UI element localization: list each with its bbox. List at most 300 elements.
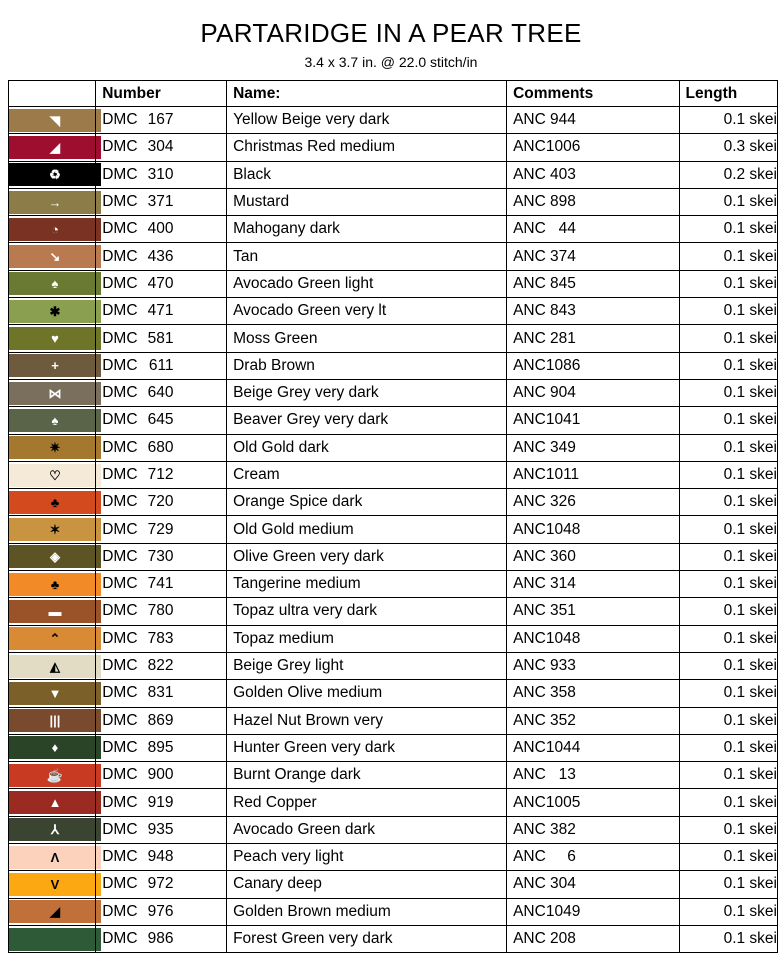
anchor-label: ANC: [513, 820, 546, 838]
floss-number: 919: [147, 793, 174, 811]
comments-cell: [507, 298, 679, 325]
anchor-label: ANC: [513, 438, 546, 456]
floss-number: 436: [147, 247, 174, 265]
brand-label: DMC: [102, 547, 138, 565]
anchor-number: 382: [549, 820, 576, 838]
length-cell: 0.1 skei: [679, 652, 777, 679]
name-cell: Golden Olive medium: [227, 680, 507, 707]
table-row: [9, 434, 778, 461]
floss-number: 167: [147, 111, 174, 129]
name-cell: Topaz medium: [227, 625, 507, 652]
anchor-label: ANC: [513, 274, 546, 292]
name-cell: Beaver Grey very dark: [227, 407, 507, 434]
table-row: [9, 134, 778, 161]
comments-cell: [507, 543, 679, 570]
page-title: PARTARIDGE IN A PEAR TREE: [200, 18, 582, 48]
color-swatch: +: [9, 354, 101, 377]
anchor-number: 314: [549, 575, 576, 593]
name-cell: Black: [227, 161, 507, 188]
comments-cell: [507, 844, 679, 871]
brand-label: DMC: [102, 329, 138, 347]
anchor-label: ANC: [513, 520, 546, 538]
anchor-number: 13: [558, 766, 576, 784]
anchor-number: 349: [549, 438, 576, 456]
anchor-number: 374: [549, 247, 576, 265]
floss-number: 900: [147, 766, 174, 784]
comments-cell: [507, 216, 679, 243]
length-cell: 0.1 skei: [679, 461, 777, 488]
anchor-label: ANC: [513, 466, 546, 483]
brand-label: DMC: [102, 602, 138, 620]
swatch-cell: [9, 844, 96, 871]
length-cell: 0.1 skei: [679, 516, 777, 543]
color-swatch: ▬: [9, 600, 101, 623]
brand-label: DMC: [102, 274, 138, 292]
brand-label: DMC: [102, 575, 138, 593]
floss-number: 471: [147, 302, 174, 320]
brand-label: DMC: [102, 848, 138, 866]
table-row: [9, 871, 778, 898]
anchor-number: 304: [549, 875, 576, 893]
color-swatch: ✶: [9, 518, 101, 541]
anchor-number: 1006: [545, 138, 581, 156]
table-row: [9, 925, 778, 952]
floss-number: 741: [147, 575, 174, 593]
anchor-label: ANC: [513, 111, 546, 129]
name-cell: Peach very light: [227, 844, 507, 871]
table-row: [9, 298, 778, 325]
color-swatch: ▲: [9, 791, 101, 814]
brand-label: DMC: [102, 793, 138, 811]
number-cell: [96, 707, 227, 734]
number-cell: [96, 516, 227, 543]
length-cell: 0.1 skei: [679, 216, 777, 243]
anchor-label: ANC: [513, 738, 546, 756]
anchor-number: 1048: [545, 520, 581, 538]
swatch-cell: [9, 161, 96, 188]
anchor-number: 845: [549, 274, 576, 292]
brand-label: DMC: [102, 766, 138, 784]
color-swatch: ◢: [9, 136, 101, 159]
color-swatch: ◥: [9, 109, 101, 132]
comments-cell: [507, 598, 679, 625]
floss-number: 976: [147, 902, 174, 920]
anchor-number: 904: [549, 384, 576, 402]
length-cell: 0.1 skei: [679, 844, 777, 871]
floss-number: 986: [147, 930, 174, 948]
header-length: Length: [679, 81, 777, 107]
floss-number: 470: [147, 274, 174, 292]
number-cell: [96, 352, 227, 379]
anchor-label: ANC: [513, 493, 546, 511]
table-row: [9, 844, 778, 871]
number-cell: [96, 461, 227, 488]
name-cell: Forest Green very dark: [227, 925, 507, 952]
brand-label: DMC: [102, 711, 138, 729]
comments-cell: [507, 625, 679, 652]
length-cell: 0.1 skei: [679, 489, 777, 516]
table-row: [9, 461, 778, 488]
name-cell: Moss Green: [227, 325, 507, 352]
swatch-cell: [9, 243, 96, 270]
swatch-cell: [9, 598, 96, 625]
swatch-cell: [9, 871, 96, 898]
table-row: [9, 107, 778, 134]
name-cell: Cream: [227, 461, 507, 488]
header-comments: Comments: [507, 81, 679, 107]
number-cell: [96, 134, 227, 161]
floss-number: 972: [147, 875, 174, 893]
anchor-label: ANC: [513, 384, 546, 402]
length-cell: 0.1 skei: [679, 270, 777, 297]
number-cell: [96, 270, 227, 297]
floss-number: 611: [148, 356, 174, 374]
number-cell: [96, 325, 227, 352]
comments-cell: [507, 434, 679, 461]
swatch-cell: [9, 325, 96, 352]
swatch-cell: [9, 816, 96, 843]
table-row: [9, 625, 778, 652]
table-row: [9, 407, 778, 434]
comments-cell: [507, 461, 679, 488]
brand-label: DMC: [102, 193, 138, 211]
anchor-label: ANC: [513, 329, 546, 347]
number-cell: [96, 243, 227, 270]
table-row: [9, 379, 778, 406]
swatch-cell: [9, 461, 96, 488]
floss-number: 869: [147, 711, 174, 729]
name-cell: Christmas Red medium: [227, 134, 507, 161]
anchor-label: ANC: [513, 602, 546, 620]
swatch-cell: [9, 407, 96, 434]
length-cell: 0.1 skei: [679, 925, 777, 952]
comments-cell: [507, 871, 679, 898]
anchor-number: 1005: [545, 793, 581, 811]
number-cell: [96, 680, 227, 707]
floss-number: 935: [147, 820, 174, 838]
page-subtitle: 3.4 x 3.7 in. @ 22.0 stitch/in: [304, 54, 478, 70]
brand-label: DMC: [102, 138, 138, 156]
name-cell: Beige Grey light: [227, 652, 507, 679]
number-cell: [96, 161, 227, 188]
length-cell: 0.1 skei: [679, 598, 777, 625]
color-swatch: →: [9, 191, 101, 214]
floss-number: 304: [147, 138, 174, 156]
anchor-number: 1041: [545, 411, 581, 429]
anchor-number: 944: [549, 111, 576, 129]
name-cell: Olive Green very dark: [227, 543, 507, 570]
length-cell: 0.1 skei: [679, 407, 777, 434]
comments-cell: [507, 407, 679, 434]
anchor-label: ANC: [513, 220, 546, 238]
anchor-number: 1086: [545, 356, 581, 374]
swatch-cell: [9, 789, 96, 816]
number-cell: [96, 816, 227, 843]
swatch-cell: [9, 680, 96, 707]
number-cell: [96, 489, 227, 516]
name-cell: Avocado Green light: [227, 270, 507, 297]
swatch-cell: [9, 188, 96, 215]
comments-cell: [507, 680, 679, 707]
comments-cell: [507, 898, 679, 925]
number-cell: [96, 107, 227, 134]
anchor-number: 358: [549, 684, 576, 702]
swatch-cell: [9, 270, 96, 297]
table-row: [9, 325, 778, 352]
table-row: [9, 516, 778, 543]
number-cell: [96, 216, 227, 243]
brand-label: DMC: [102, 657, 138, 675]
comments-cell: [507, 734, 679, 761]
comments-cell: [507, 270, 679, 297]
comments-cell: [507, 489, 679, 516]
floss-number: 645: [147, 411, 174, 429]
number-cell: [96, 379, 227, 406]
brand-label: DMC: [102, 820, 138, 838]
number-cell: [96, 625, 227, 652]
color-swatch: ◢: [9, 900, 101, 923]
name-cell: Drab Brown: [227, 352, 507, 379]
color-swatch: ◭: [9, 655, 101, 678]
number-cell: [96, 762, 227, 789]
anchor-label: ANC: [513, 793, 546, 811]
color-swatch: ♠: [9, 409, 101, 432]
comments-cell: [507, 816, 679, 843]
name-cell: Hazel Nut Brown very: [227, 707, 507, 734]
floss-number: 730: [147, 547, 174, 565]
color-swatch: ◔: [9, 218, 101, 241]
floss-number: 895: [147, 738, 174, 756]
table-row: [9, 352, 778, 379]
name-cell: Old Gold dark: [227, 434, 507, 461]
comments-cell: [507, 188, 679, 215]
swatch-cell: [9, 434, 96, 461]
table-row: [9, 543, 778, 570]
anchor-number: 1011: [545, 466, 580, 483]
anchor-number: 44: [558, 220, 576, 238]
name-cell: Topaz ultra very dark: [227, 598, 507, 625]
number-cell: [96, 844, 227, 871]
length-cell: 0.1 skei: [679, 816, 777, 843]
brand-label: DMC: [102, 930, 138, 948]
brand-label: DMC: [102, 111, 138, 129]
floss-number: 400: [147, 220, 174, 238]
anchor-label: ANC: [513, 165, 546, 183]
color-swatch: ☕: [9, 764, 101, 787]
anchor-label: ANC: [513, 875, 546, 893]
comments-cell: [507, 789, 679, 816]
comments-cell: [507, 707, 679, 734]
table-row: [9, 652, 778, 679]
color-swatch: Λ: [9, 846, 101, 869]
brand-label: DMC: [102, 384, 138, 402]
brand-label: DMC: [102, 165, 138, 183]
floss-number: 822: [147, 657, 174, 675]
number-cell: [96, 434, 227, 461]
header-number: Number: [96, 81, 227, 107]
name-cell: Tangerine medium: [227, 571, 507, 598]
swatch-cell: [9, 898, 96, 925]
brand-label: DMC: [102, 493, 138, 511]
length-cell: 0.1 skei: [679, 379, 777, 406]
table-row: [9, 898, 778, 925]
floss-number: 581: [147, 329, 174, 347]
number-cell: [96, 871, 227, 898]
length-cell: 0.1 skei: [679, 434, 777, 461]
color-swatch: V: [9, 873, 101, 896]
brand-label: DMC: [102, 247, 138, 265]
length-cell: 0.2 skei: [679, 161, 777, 188]
number-cell: [96, 925, 227, 952]
number-cell: [96, 571, 227, 598]
color-swatch: ⋈: [9, 382, 101, 405]
table-row: [9, 270, 778, 297]
comments-cell: [507, 161, 679, 188]
floss-number: 948: [147, 848, 174, 866]
anchor-label: ANC: [513, 356, 546, 374]
name-cell: Beige Grey very dark: [227, 379, 507, 406]
brand-label: DMC: [102, 684, 138, 702]
length-cell: 0.1 skei: [679, 625, 777, 652]
length-cell: 0.1 skei: [679, 352, 777, 379]
anchor-label: ANC: [513, 848, 546, 866]
name-cell: Golden Brown medium: [227, 898, 507, 925]
name-cell: Hunter Green very dark: [227, 734, 507, 761]
table-row: [9, 216, 778, 243]
number-cell: [96, 543, 227, 570]
swatch-cell: [9, 379, 96, 406]
swatch-cell: [9, 707, 96, 734]
swatch-cell: [9, 516, 96, 543]
name-cell: Tan: [227, 243, 507, 270]
brand-label: DMC: [102, 220, 138, 238]
brand-label: DMC: [102, 356, 138, 374]
comments-cell: [507, 243, 679, 270]
comments-cell: [507, 134, 679, 161]
brand-label: DMC: [102, 902, 138, 920]
comments-cell: [507, 379, 679, 406]
anchor-number: 1044: [545, 738, 581, 756]
name-cell: Mustard: [227, 188, 507, 215]
swatch-cell: [9, 762, 96, 789]
floss-number: 310: [147, 165, 174, 183]
anchor-label: ANC: [513, 902, 546, 920]
length-cell: 0.1 skei: [679, 325, 777, 352]
brand-label: DMC: [102, 411, 138, 429]
number-cell: [96, 298, 227, 325]
table-row: [9, 789, 778, 816]
comments-cell: [507, 652, 679, 679]
anchor-label: ANC: [513, 411, 546, 429]
number-cell: [96, 188, 227, 215]
color-swatch: ♠: [9, 272, 101, 295]
table-row: [9, 816, 778, 843]
color-swatch: ↘: [9, 245, 101, 268]
number-cell: [96, 734, 227, 761]
swatch-cell: [9, 652, 96, 679]
color-swatch: [9, 928, 101, 951]
length-cell: 0.1 skei: [679, 871, 777, 898]
number-cell: [96, 598, 227, 625]
anchor-label: ANC: [513, 193, 546, 211]
name-cell: Red Copper: [227, 789, 507, 816]
floss-table: [8, 80, 778, 953]
anchor-number: 1049: [545, 902, 581, 920]
length-cell: 0.1 skei: [679, 789, 777, 816]
anchor-number: 933: [549, 657, 576, 675]
anchor-label: ANC: [513, 247, 546, 265]
anchor-number: 1048: [545, 629, 581, 647]
anchor-number: 326: [549, 493, 576, 511]
swatch-cell: [9, 298, 96, 325]
brand-label: DMC: [102, 302, 138, 320]
anchor-label: ANC: [513, 930, 546, 948]
anchor-label: ANC: [513, 766, 546, 784]
anchor-number: 352: [549, 711, 576, 729]
table-row: [9, 734, 778, 761]
header-name: Name:: [227, 81, 507, 107]
swatch-cell: [9, 571, 96, 598]
anchor-label: ANC: [513, 711, 546, 729]
table-row: [9, 707, 778, 734]
name-cell: Orange Spice dark: [227, 489, 507, 516]
brand-label: DMC: [102, 520, 138, 538]
table-row: [9, 161, 778, 188]
swatch-cell: [9, 352, 96, 379]
color-swatch: ⅄: [9, 818, 101, 841]
length-cell: 0.1 skei: [679, 680, 777, 707]
name-cell: Avocado Green dark: [227, 816, 507, 843]
number-cell: [96, 789, 227, 816]
anchor-label: ANC: [513, 629, 546, 647]
brand-label: DMC: [102, 629, 138, 647]
floss-number: 720: [147, 493, 174, 511]
table-row: [9, 489, 778, 516]
name-cell: Old Gold medium: [227, 516, 507, 543]
color-swatch: ♥: [9, 327, 101, 350]
color-swatch: ♡: [9, 464, 101, 487]
number-cell: [96, 652, 227, 679]
comments-cell: [507, 107, 679, 134]
brand-label: DMC: [102, 438, 138, 456]
length-cell: 0.1 skei: [679, 188, 777, 215]
length-cell: 0.1 skei: [679, 707, 777, 734]
swatch-cell: [9, 625, 96, 652]
name-cell: Mahogany dark: [227, 216, 507, 243]
color-swatch: ♦: [9, 736, 101, 759]
anchor-number: 208: [549, 930, 576, 948]
number-cell: [96, 407, 227, 434]
length-cell: 0.1 skei: [679, 762, 777, 789]
length-cell: 0.3 skei: [679, 134, 777, 161]
length-cell: 0.1 skei: [679, 107, 777, 134]
anchor-label: ANC: [513, 302, 546, 320]
color-swatch: ▼: [9, 682, 101, 705]
comments-cell: [507, 925, 679, 952]
floss-number: 640: [147, 384, 174, 402]
table-row: [9, 243, 778, 270]
anchor-label: ANC: [513, 138, 546, 156]
anchor-label: ANC: [513, 575, 546, 593]
length-cell: 0.1 skei: [679, 898, 777, 925]
anchor-label: ANC: [513, 657, 546, 675]
anchor-number: 403: [549, 165, 576, 183]
color-swatch: ✷: [9, 436, 101, 459]
anchor-number: 360: [549, 547, 576, 565]
brand-label: DMC: [102, 466, 138, 483]
table-row: [9, 188, 778, 215]
anchor-number: 898: [549, 193, 576, 211]
